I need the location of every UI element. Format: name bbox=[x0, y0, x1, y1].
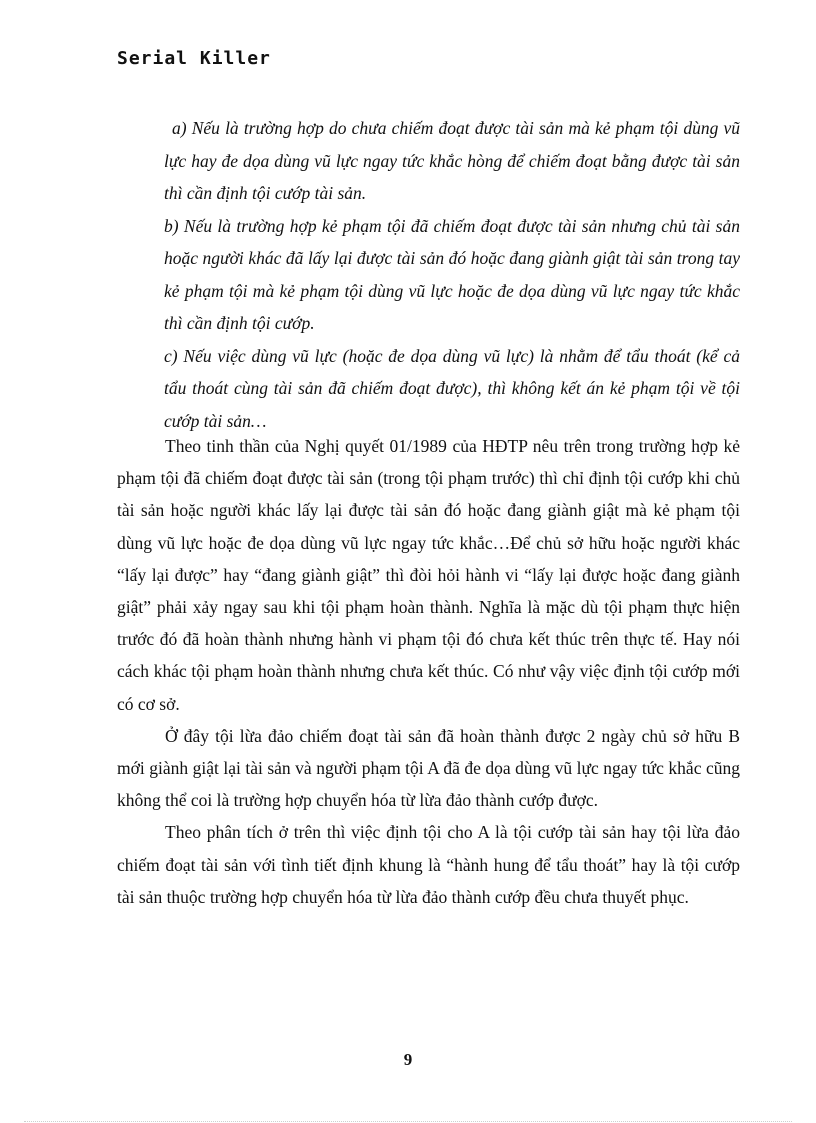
list-item-c: c) Nếu việc dùng vũ lực (hoặc đe dọa dùng vũ lực) là nhằm để tẩu thoát (kể cả tẩu thoát cùng tài sản đã chiếm đoạt được), thì không kết án kẻ phạm tội về tội cướp tài sản… bbox=[164, 345, 740, 431]
list-item-a: a) Nếu là trường hợp do chưa chiếm đoạt được tài sản mà kẻ phạm tội dùng vũ lực hay đe dọa dùng vũ lực ngay tức khắc hòng để chiếm đoạt bằng được tài sản thì cần định tội cướp tài sản. bbox=[164, 118, 740, 203]
page-bottom-divider bbox=[24, 1121, 792, 1122]
paragraph-1: Theo tinh thần của Nghị quyết 01/1989 của HĐTP nêu trên trong trường hợp kẻ phạm tội đã chiếm đoạt được tài sản (trong tội phạm trước) thì chỉ định tội cướp khi chủ tài sản hoặc người khác lấy lại được tài sản đó hoặc đang giành giật mà kẻ phạm tội dùng vũ lực hoặc đe dọa dùng vũ lực ngay tức khắc…Để chủ sở hữu hoặc người khác “lấy lại được” hay “đang giành giật” thì đòi hỏi hành vi “lấy lại được hoặc đang giành giật” phải xảy ngay sau khi tội phạm hoàn thành. Nghĩa là mặc dù tội phạm thực hiện trước đó đã hoàn thành nhưng hành vi phạm tội đó chưa kết thúc trên thực tế. Hay nói cách khác tội phạm hoàn thành nhưng chưa kết thúc. Có như vậy việc định tội cướp mới có cơ sở. bbox=[117, 436, 740, 714]
running-header: Serial Killer bbox=[117, 48, 271, 69]
list-item-b: b) Nếu là trường hợp kẻ phạm tội đã chiếm đoạt được tài sản nhưng chủ tài sản hoặc người khác đã lấy lại được tài sản đó hoặc đang giành giật tài sản trong tay kẻ phạm tội mà kẻ phạm tội dùng vũ lực hoặc đe dọa dùng vũ lực ngay tức khắc thì cần định tội cướp. bbox=[164, 215, 740, 333]
page-number: 9 bbox=[403, 1050, 413, 1069]
italic-list bbox=[164, 112, 740, 437]
body-text bbox=[117, 430, 740, 913]
paragraph-2: Ở đây tội lừa đảo chiếm đoạt tài sản đã hoàn thành được 2 ngày chủ sở hữu B mới giành giật lại tài sản và người phạm tội A đã đe dọa dùng vũ lực ngay tức khắc cũng không thể coi là trường hợp chuyển hóa từ lừa đảo thành cướp được. bbox=[117, 725, 740, 811]
paragraph-3: Theo phân tích ở trên thì việc định tội cho A là tội cướp tài sản hay tội lừa đảo chiếm đoạt tài sản với tình tiết định khung là “hành hung để tẩu thoát” hay là tội cướp tài sản thuộc trường hợp chuyển hóa từ lừa đảo thành cướp đều chưa thuyết phục. bbox=[117, 822, 740, 907]
